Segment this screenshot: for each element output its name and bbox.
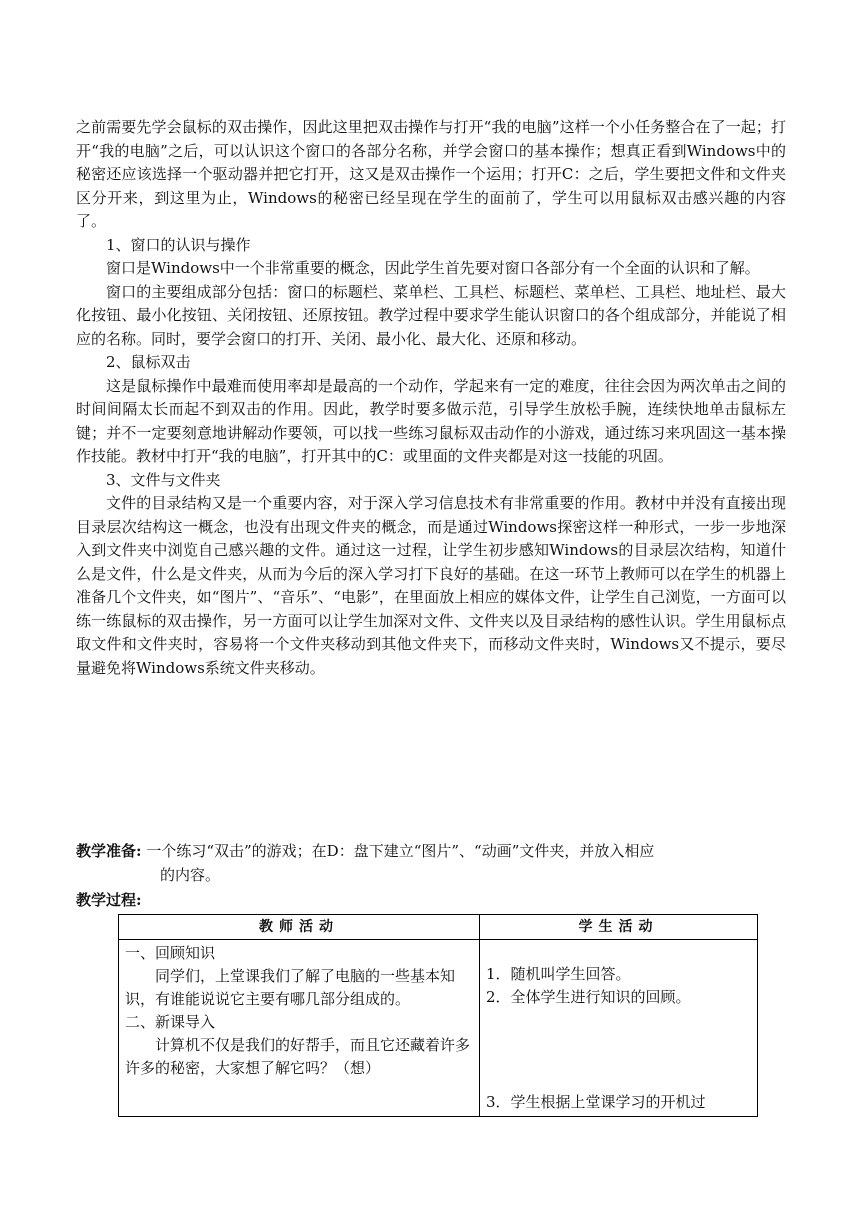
student-item-3: 3．学生根据上堂课学习的开机过 bbox=[486, 1093, 706, 1111]
lesson-table bbox=[118, 914, 758, 1117]
teacher-section-2-title: 二、新课导入 bbox=[125, 1013, 216, 1031]
header-teacher-activity: 教师活动 bbox=[119, 915, 480, 940]
intro-paragraph: 之前需要先学会鼠标的双击操作，因此这里把双击操作与打开“我的电脑”这样一个小任务整合在了一起；打开“我的电脑”之后，可以认识这个窗口的各部分名称，并学会窗口的基本操作；想真正看到Windows中的秘密还应该选择一个驱动器并把它打开，这又是双击操作一个运用；打开C：之后，学生要把文件和文件夹区分开来，到这里为止，Windows的秘密已经呈现在学生的面前了，学生可以用鼠标双击感兴趣的内容了。 bbox=[76, 118, 786, 230]
body-text bbox=[76, 116, 786, 680]
student-item-1: 1．随机叫学生回答。 bbox=[486, 965, 631, 983]
paragraph-2: 这是鼠标操作中最难而使用率却是最高的一个动作，学起来有一定的难度，往往会因为两次单击之间的时间间隔太长而起不到双击的作用。因此，教学时要多做示范，引导学生放松手腕，连续快地单击鼠标左键；并不一定要刻意地讲解动作要领，可以找一些练习鼠标双击动作的小游戏，通过练习来巩固这一基本操作技能。教材中打开“我的电脑”，打开其中的C：或里面的文件夹都是对这一技能的巩固。 bbox=[76, 376, 786, 465]
section-heading-3: 3、文件与文件夹 bbox=[106, 470, 221, 489]
teacher-section-2-text: 计算机不仅是我们的好帮手，而且它还藏着许多许多的秘密，大家想了解它吗？（想） bbox=[125, 1036, 471, 1077]
paragraph-1b: 窗口的主要组成部分包括：窗口的标题栏、菜单栏、工具栏、标题栏、菜单栏、工具栏、地址栏、最大化按钮、最小化按钮、关闭按钮、还原按钮。教学过程中要求学生能认识窗口的各个组成部分，并能说了相应的名称。同时，要学会窗口的打开、关闭、最小化、最大化、还原和移动。 bbox=[76, 282, 786, 348]
student-activity-cell bbox=[480, 940, 758, 1117]
teacher-section-1-text: 同学们，上堂课我们了解了电脑的一些基本知识，有谁能说说它主要有哪几部分组成的。 bbox=[125, 967, 456, 1008]
prep-text-line1: 一个练习“双击”的游戏；在D：盘下建立“图片”、“动画”文件夹，并放入相应 bbox=[146, 842, 655, 860]
paragraph-3: 文件的目录结构又是一个重要内容，对于深入学习信息技术有非常重要的作用。教材中并没有直接出现目录层次结构这一概念，也没有出现文件夹的概念，而是通过Windows探密这样一种形式，一步一步地深入到文件夹中浏览自己感兴趣的文件。通过这一过程，让学生初步感知Windows的目录层次结构，知道什么是文件，什么是文件夹，从而为今后的深入学习打下良好的基础。在这一环节上教师可以在学生的机器上准备几个文件夹，如“图片”、“音乐”、“电影”，在里面放上相应的媒体文件，让学生自己浏览，一方面可以练一练鼠标的双击操作，另一方面可以让学生加深对文件、文件夹以及目录结构的感性认识。学生用鼠标点取文件和文件夹时，容易将一个文件夹移动到其他文件夹下，而移动文件夹时，Windows又不提示，要尽量避免将Windows系统文件夹移动。 bbox=[76, 494, 786, 677]
table-row bbox=[119, 940, 758, 1117]
student-item-2: 2．全体学生进行知识的回顾。 bbox=[486, 988, 691, 1006]
prep-label: 教学准备: bbox=[76, 842, 142, 860]
teacher-activity-cell bbox=[119, 940, 480, 1117]
prep-text-line2: 的内容。 bbox=[160, 865, 221, 884]
teaching-process-label: 教学过程: bbox=[76, 891, 142, 909]
table-header-row bbox=[119, 915, 758, 940]
teaching-preparation bbox=[76, 840, 786, 887]
teacher-section-1-title: 一、回顾知识 bbox=[125, 944, 216, 962]
section-heading-2: 2、鼠标双击 bbox=[106, 353, 191, 371]
header-student-activity: 学生活动 bbox=[480, 915, 758, 940]
section-heading-1: 1、窗口的认识与操作 bbox=[106, 235, 251, 254]
paragraph-1a: 窗口是Windows中一个非常重要的概念，因此学生首先要对窗口各部分有一个全面的认识和了解。 bbox=[106, 259, 760, 277]
